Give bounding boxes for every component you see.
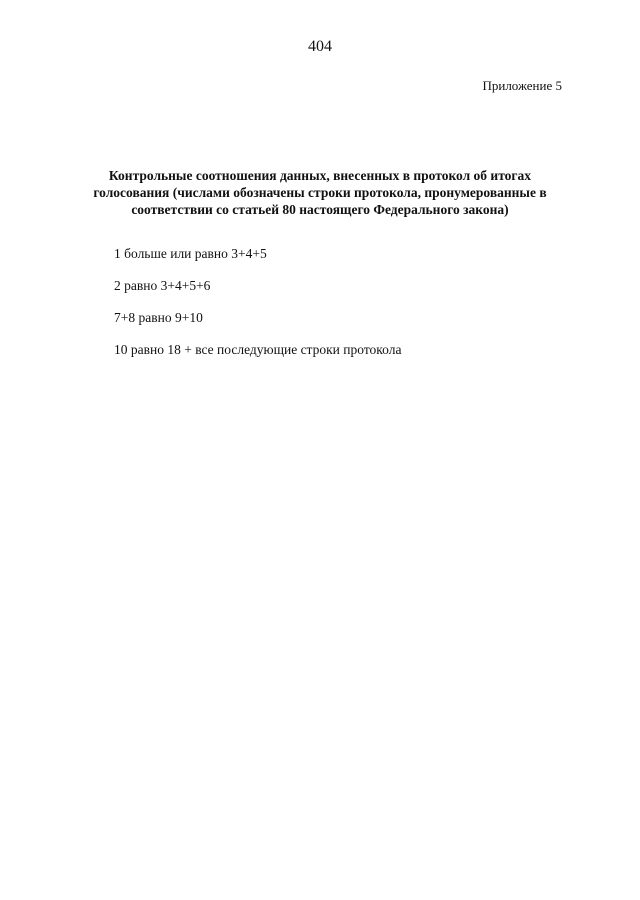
document-title-line: голосования (числами обозначены строки протокола, пронумерованные в [93, 185, 547, 200]
control-ratio-item: 7+8 равно 9+10 [114, 310, 203, 325]
document-title [70, 167, 570, 218]
page-number: 404 [308, 38, 332, 55]
control-ratio-item: 10 равно 18 + все последующие строки протокола [114, 342, 402, 357]
control-ratio-item: 2 равно 3+4+5+6 [114, 278, 211, 293]
control-ratio-item: 1 больше или равно 3+4+5 [114, 246, 267, 261]
control-ratios-list [114, 246, 401, 374]
document-title-line: Контрольные соотношения данных, внесенных в протокол об итогах [108, 168, 532, 183]
appendix-label: Приложение 5 [482, 78, 562, 93]
document-title-line: соответствии со статьей 80 настоящего Федерального закона) [131, 202, 509, 217]
